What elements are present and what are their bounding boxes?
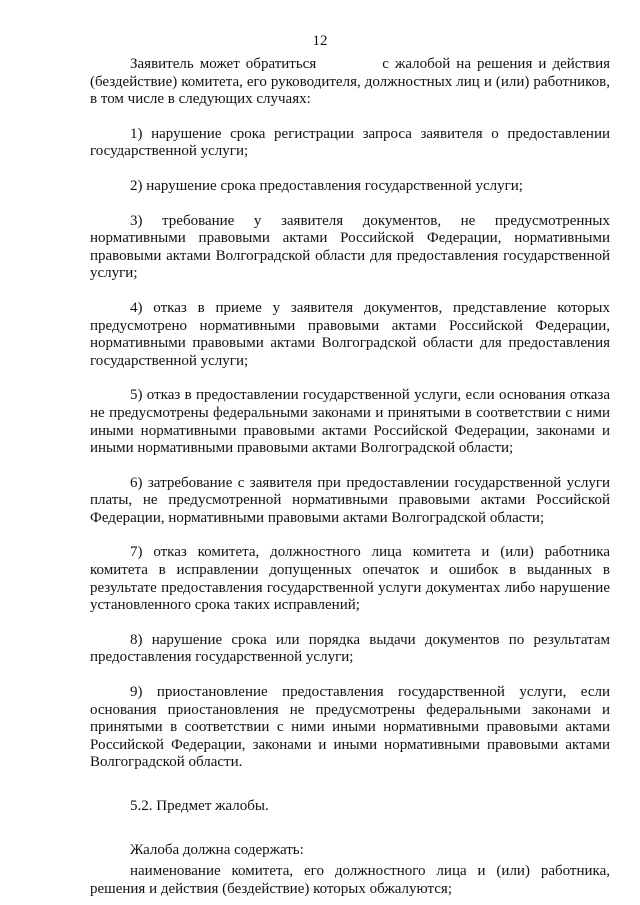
page-number: 12	[312, 33, 328, 49]
list-item-2: 2) нарушение срока предоставления государственной услуги;	[130, 177, 523, 194]
intro-part-1: Заявитель может обратиться	[130, 56, 317, 72]
list-item-6: 6) затребование с заявителя при предоставлении государственной услуги платы, не предусмотренной нормативными правовыми актами Российской Федерации, нормативными правовыми актами Волгоградской области;	[90, 474, 610, 526]
section-heading: 5.2. Предмет жалобы.	[130, 798, 269, 814]
list-item-9: 9) приостановление предоставления государственной услуги, если основания приостановления не предусмотрены федеральными законами и принятыми в соответствии с ними иными нормативными правовыми актами Российской Федерации, законами и иными нормативными правовыми актами Волгоградской области.	[90, 684, 610, 771]
list-item-8: 8) нарушение срока или порядка выдачи документов по результатам предоставления государственной услуги;	[90, 631, 610, 666]
list-item-5: 5) отказ в предоставлении государственной услуги, если основания отказа не предусмотрены федеральными законами и принятыми в соответствии с ними иными нормативными правовыми актами Российской Федерации, законами и иными нормативными правовыми актами Волгоградской области;	[90, 387, 610, 457]
section-lead: Жалоба должна содержать:	[130, 841, 304, 858]
document-body	[90, 56, 610, 898]
intro-part-2: с жалобой на решения и действия (бездействие) комитета, его руководителя, должностных лиц и (или) работников, в том числе в следующих случаях:	[90, 56, 611, 108]
list-item-3: 3) требование у заявителя документов, не предусмотренных нормативными правовыми актами Российской Федерации, нормативными правовыми актами Волгоградской области для предоставления государственной услуги;	[90, 212, 610, 282]
list-item-7: 7) отказ комитета, должностного лица комитета и (или) работника комитета в исправлении допущенных опечаток и ошибок в выданных в результате предоставления государственной услуги документах либо нарушение установленного срока таких исправлений;	[90, 544, 610, 614]
intro-paragraph	[90, 56, 610, 109]
requirement-item: наименование комитета, его должностного лица и (или) работника, решения и действия (бездействие) которых обжалуются;	[90, 863, 610, 897]
list-item-1: 1) нарушение срока регистрации запроса заявителя о предоставлении государственной услуги;	[90, 125, 610, 160]
list-item-4: 4) отказ в приеме у заявителя документов, представление которых предусмотрено нормативными правовыми актами Российской Федерации, нормативными правовыми актами Волгоградской области для предоставления государственной услуги;	[90, 299, 610, 369]
